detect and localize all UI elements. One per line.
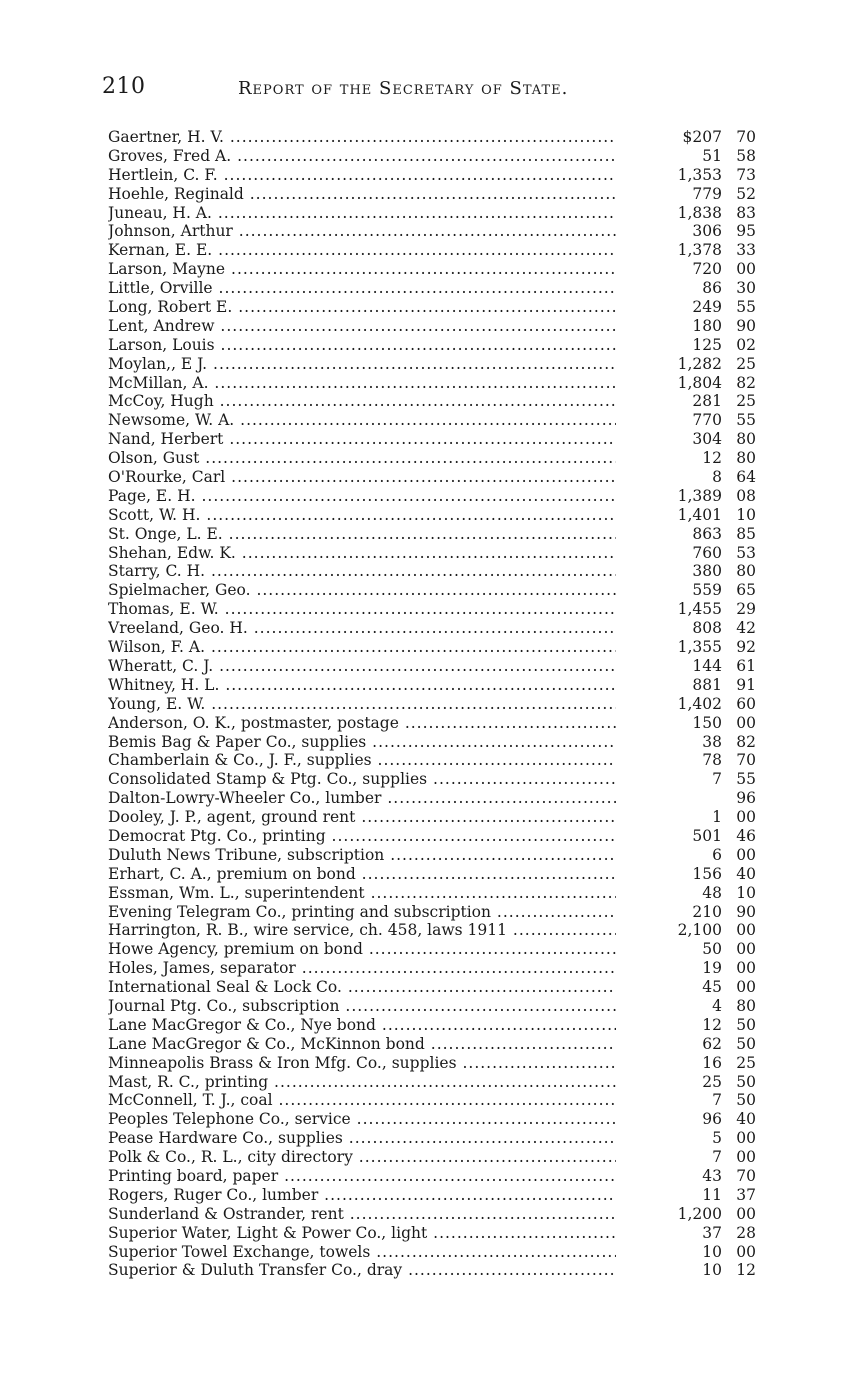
amount-cents: 29	[736, 600, 756, 619]
payee-name: Dalton-Lowry-Wheeler Co., lumber .....	[108, 789, 616, 808]
payee-name: Mast, R. C., printing .....	[108, 1073, 616, 1092]
amount-cents: 25	[736, 354, 756, 373]
amount-dollars: 720	[692, 260, 722, 279]
ledger-row	[108, 1110, 758, 1129]
payee-name: Wilson, F. A. .....	[108, 638, 616, 657]
ledger-row	[108, 695, 758, 714]
ledger-row	[108, 714, 758, 733]
payee-name: Thomas, E. W. .....	[108, 600, 616, 619]
ledger-row	[108, 525, 758, 544]
payee-name: Dooley, J. P., agent, ground rent .....	[108, 808, 616, 827]
ledger-row	[108, 638, 758, 657]
amount-cents: 83	[736, 203, 756, 222]
amount-cents: 40	[736, 1110, 756, 1129]
payee-name: Lent, Andrew .....	[108, 317, 616, 336]
amount-dollars: 38	[702, 732, 722, 751]
payee-name: Wheratt, C. J. .....	[108, 657, 616, 676]
ledger-row	[108, 317, 758, 336]
ledger-row	[108, 392, 758, 411]
ledger-row	[108, 1224, 758, 1243]
amount-dollars: 559	[692, 581, 722, 600]
ledger-row	[108, 1129, 758, 1148]
ledger-row	[108, 374, 758, 393]
payee-name: Long, Robert E. .....	[108, 298, 616, 317]
payee-name: McMillan, A. .....	[108, 374, 616, 393]
ledger-row	[108, 147, 758, 166]
ledger-row	[108, 751, 758, 770]
amount-dollars: 37	[702, 1223, 722, 1242]
payee-name: Holes, James, separator .....	[108, 959, 616, 978]
ledger-row	[108, 241, 758, 260]
payee-name: Consolidated Stamp & Ptg. Co., supplies .....	[108, 770, 616, 789]
amount-dollars: 770	[692, 411, 722, 430]
ledger-row	[108, 1016, 758, 1035]
payee-name: International Seal & Lock Co. .....	[108, 978, 616, 997]
ledger-row	[108, 827, 758, 846]
payee-name: Harrington, R. B., wire service, ch. 458, laws 1911 .....	[108, 921, 616, 940]
amount-cents: 73	[736, 165, 756, 184]
amount-dollars: 863	[692, 524, 722, 543]
payee-name: Little, Orville .....	[108, 279, 616, 298]
amount-cents: 55	[736, 770, 756, 789]
amount-dollars: 45	[702, 978, 722, 997]
amount-cents: 25	[736, 1053, 756, 1072]
amount-cents: 92	[736, 638, 756, 657]
ledger-row	[108, 468, 758, 487]
ledger-row	[108, 770, 758, 789]
ledger-row	[108, 411, 758, 430]
ledger-row	[108, 279, 758, 298]
amount-dollars: 281	[692, 392, 722, 411]
amount-dollars: 43	[702, 1166, 722, 1185]
payee-name: Page, E. H. .....	[108, 487, 616, 506]
amount-dollars: 306	[692, 222, 722, 241]
amount-dollars: 10	[702, 1261, 722, 1280]
amount-cents: 82	[736, 373, 756, 392]
ledger-row	[108, 430, 758, 449]
amount-dollars: 1,282	[677, 354, 722, 373]
ledger-row	[108, 260, 758, 279]
ledger-row	[108, 1073, 758, 1092]
payee-name: O'Rourke, Carl .....	[108, 468, 616, 487]
amount-dollars: 12	[702, 449, 722, 468]
amount-cents: 82	[736, 732, 756, 751]
ledger-row	[108, 562, 758, 581]
amount-dollars: 16	[702, 1053, 722, 1072]
payee-name: Larson, Mayne .....	[108, 260, 616, 279]
ledger-row	[108, 128, 758, 147]
amount-cents: 70	[736, 128, 756, 146]
payee-name: Evening Telegram Co., printing and subscription .....	[108, 903, 616, 922]
amount-dollars: 10	[702, 1242, 722, 1261]
payee-name: McCoy, Hugh .....	[108, 392, 616, 411]
amount-dollars: 2,100	[677, 921, 722, 940]
amount-dollars: 7	[712, 1091, 722, 1110]
amount-cents: 00	[736, 845, 756, 864]
ledger-row	[108, 884, 758, 903]
payee-name: Bemis Bag & Paper Co., supplies .....	[108, 733, 616, 752]
payee-name: Journal Ptg. Co., subscription .....	[108, 997, 616, 1016]
ledger-row	[108, 581, 758, 600]
amount-dollars: 881	[692, 675, 722, 694]
amount-cents: 00	[736, 260, 756, 279]
amount-cents: 33	[736, 241, 756, 260]
payee-name: Superior & Duluth Transfer Co., dray .....	[108, 1261, 616, 1280]
amount-cents: 95	[736, 222, 756, 241]
payee-name: Chamberlain & Co., J. F., supplies .....	[108, 751, 616, 770]
amount-dollars: 150	[692, 713, 722, 732]
ledger-row	[108, 1148, 758, 1167]
payee-name: Rogers, Ruger Co., lumber .....	[108, 1186, 616, 1205]
amount-cents: 80	[736, 996, 756, 1015]
ledger-row	[108, 222, 758, 241]
amount-cents: 65	[736, 581, 756, 600]
amount-cents: 85	[736, 524, 756, 543]
amount-cents: 02	[736, 335, 756, 354]
payee-name: Hoehle, Reginald .....	[108, 185, 616, 204]
amount-dollars: 1,200	[677, 1204, 722, 1223]
amount-dollars: 210	[692, 902, 722, 921]
amount-cents: 61	[736, 656, 756, 675]
ledger-row	[108, 355, 758, 374]
amount-cents: 25	[736, 392, 756, 411]
ledger-row	[108, 619, 758, 638]
payee-name: Essman, Wm. L., superintendent .....	[108, 884, 616, 903]
payee-name: Scott, W. H. .....	[108, 506, 616, 525]
amount-cents: 00	[736, 1129, 756, 1148]
amount-dollars: 1,389	[677, 486, 722, 505]
amount-dollars: 96	[702, 1110, 722, 1129]
running-head: Report of the Secretary of State.	[238, 78, 569, 99]
amount-dollars: 1,355	[677, 638, 722, 657]
amount-dollars: 19	[702, 959, 722, 978]
amount-cents: 90	[736, 902, 756, 921]
payee-name: Gaertner, H. V. .....	[108, 128, 616, 147]
ledger-row	[108, 676, 758, 695]
ledger-row	[108, 940, 758, 959]
amount-dollars: 1,402	[677, 694, 722, 713]
payee-name: Groves, Fred A. .....	[108, 147, 616, 166]
amount-cents: 50	[736, 1091, 756, 1110]
amount-dollars: 51	[702, 146, 722, 165]
amount-cents: 53	[736, 543, 756, 562]
payee-name: Whitney, H. L. .....	[108, 676, 616, 695]
payee-name: Lane MacGregor & Co., Nye bond .....	[108, 1016, 616, 1035]
amount-dollars: 760	[692, 543, 722, 562]
ledger-row	[108, 978, 758, 997]
amount-dollars: 304	[692, 430, 722, 449]
payee-name: Superior Water, Light & Power Co., light .....	[108, 1224, 616, 1243]
amount-dollars: 156	[692, 864, 722, 883]
amount-cents: 50	[736, 1015, 756, 1034]
payee-name: Printing board, paper .....	[108, 1167, 616, 1186]
ledger-table	[108, 128, 758, 1280]
amount-cents: 60	[736, 694, 756, 713]
amount-dollars: 1,353	[677, 165, 722, 184]
amount-cents: 96	[736, 789, 756, 808]
amount-dollars: 808	[692, 619, 722, 638]
ledger-row	[108, 204, 758, 223]
amount-dollars: 11	[702, 1185, 722, 1204]
amount-dollars: 48	[702, 883, 722, 902]
amount-cents: 00	[736, 921, 756, 940]
amount-dollars: 1,378	[677, 241, 722, 260]
amount-dollars: $207	[682, 128, 722, 146]
amount-dollars: 25	[702, 1072, 722, 1091]
amount-cents: 52	[736, 184, 756, 203]
amount-dollars: 249	[692, 298, 722, 317]
ledger-row	[108, 1167, 758, 1186]
amount-dollars: 6	[712, 845, 722, 864]
ledger-row	[108, 544, 758, 563]
amount-cents: 00	[736, 1148, 756, 1167]
ledger-row	[108, 903, 758, 922]
amount-dollars: 4	[712, 996, 722, 1015]
ledger-row	[108, 487, 758, 506]
ledger-row	[108, 733, 758, 752]
amount-cents: 10	[736, 505, 756, 524]
ledger-row	[108, 997, 758, 1016]
payee-name: Polk & Co., R. L., city directory .....	[108, 1148, 616, 1167]
payee-name: Kernan, E. E. .....	[108, 241, 616, 260]
amount-cents: 90	[736, 316, 756, 335]
amount-dollars: 1,401	[677, 505, 722, 524]
payee-name: Moylan,, E J. .....	[108, 355, 616, 374]
amount-dollars: 50	[702, 940, 722, 959]
ledger-row	[108, 185, 758, 204]
amount-dollars: 1,838	[677, 203, 722, 222]
amount-dollars: 78	[702, 751, 722, 770]
amount-cents: 08	[736, 486, 756, 505]
payee-name: Lane MacGregor & Co., McKinnon bond .....	[108, 1035, 616, 1054]
payee-name: Juneau, H. A. .....	[108, 204, 616, 223]
amount-dollars: 62	[702, 1034, 722, 1053]
ledger-row	[108, 1186, 758, 1205]
payee-name: Young, E. W. .....	[108, 695, 616, 714]
payee-name: Superior Towel Exchange, towels .....	[108, 1243, 616, 1262]
amount-cents: 80	[736, 430, 756, 449]
amount-cents: 50	[736, 1072, 756, 1091]
payee-name: Democrat Ptg. Co., printing .....	[108, 827, 616, 846]
amount-cents: 70	[736, 751, 756, 770]
payee-name: Nand, Herbert .....	[108, 430, 616, 449]
payee-name: St. Onge, L. E. .....	[108, 525, 616, 544]
amount-cents: 55	[736, 411, 756, 430]
payee-name: Erhart, C. A., premium on bond .....	[108, 865, 616, 884]
amount-dollars: 125	[692, 335, 722, 354]
amount-cents: 00	[736, 1242, 756, 1261]
amount-cents: 12	[736, 1261, 756, 1280]
amount-cents: 70	[736, 1166, 756, 1185]
payee-name: Larson, Louis .....	[108, 336, 616, 355]
amount-dollars: 5	[712, 1129, 722, 1148]
amount-cents: 00	[736, 1204, 756, 1223]
amount-cents: 10	[736, 883, 756, 902]
amount-cents: 37	[736, 1185, 756, 1204]
amount-dollars: 380	[692, 562, 722, 581]
ledger-row	[108, 865, 758, 884]
payee-name: Pease Hardware Co., supplies .....	[108, 1129, 616, 1148]
payee-name: Anderson, O. K., postmaster, postage .....	[108, 714, 616, 733]
payee-name: Olson, Gust .....	[108, 449, 616, 468]
amount-dollars: 1,804	[677, 373, 722, 392]
amount-dollars: 7	[712, 770, 722, 789]
payee-name: Hertlein, C. F. .....	[108, 166, 616, 185]
payee-name: Minneapolis Brass & Iron Mfg. Co., supplies .....	[108, 1054, 616, 1073]
amount-cents: 00	[736, 959, 756, 978]
amount-cents: 30	[736, 279, 756, 298]
payee-name: Newsome, W. A. .....	[108, 411, 616, 430]
ledger-row	[108, 449, 758, 468]
ledger-row	[108, 166, 758, 185]
amount-dollars: 180	[692, 316, 722, 335]
payee-name: Starry, C. H. .....	[108, 562, 616, 581]
amount-dollars: 501	[692, 826, 722, 845]
ledger-row	[108, 1243, 758, 1262]
ledger-row	[108, 921, 758, 940]
payee-name: Howe Agency, premium on bond .....	[108, 940, 616, 959]
ledger-row	[108, 846, 758, 865]
amount-cents: 00	[736, 808, 756, 827]
amount-dollars: 144	[692, 656, 722, 675]
amount-cents: 00	[736, 713, 756, 732]
amount-cents: 46	[736, 826, 756, 845]
ledger-row	[108, 1035, 758, 1054]
ledger-row	[108, 657, 758, 676]
amount-cents: 64	[736, 468, 756, 487]
ledger-row	[108, 1091, 758, 1110]
ledger-row	[108, 959, 758, 978]
payee-name: Duluth News Tribune, subscription .....	[108, 846, 616, 865]
ledger-row	[108, 789, 758, 808]
payee-name: McConnell, T. J., coal .....	[108, 1091, 616, 1110]
ledger-row	[108, 336, 758, 355]
amount-cents: 55	[736, 298, 756, 317]
payee-name: Peoples Telephone Co., service .....	[108, 1110, 616, 1129]
payee-name: Shehan, Edw. K. .....	[108, 544, 616, 563]
payee-name: Sunderland & Ostrander, rent .....	[108, 1205, 616, 1224]
ledger-row	[108, 600, 758, 619]
amount-cents: 00	[736, 940, 756, 959]
amount-dollars: 7	[712, 1148, 722, 1167]
ledger-row	[108, 1054, 758, 1073]
page-number: 210	[102, 74, 146, 99]
payee-name: Vreeland, Geo. H. .....	[108, 619, 616, 638]
ledger-row	[108, 1205, 758, 1224]
amount-dollars: 1,455	[677, 600, 722, 619]
amount-cents: 91	[736, 675, 756, 694]
amount-cents: 40	[736, 864, 756, 883]
payee-name: Spielmacher, Geo. .....	[108, 581, 616, 600]
amount-cents: 80	[736, 449, 756, 468]
amount-dollars: 1	[712, 808, 722, 827]
amount-dollars: 8	[712, 468, 722, 487]
ledger-row	[108, 1261, 758, 1280]
amount-cents: 28	[736, 1223, 756, 1242]
amount-dollars: 12	[702, 1015, 722, 1034]
amount-cents: 80	[736, 562, 756, 581]
ledger-row	[108, 298, 758, 317]
amount-dollars: 86	[702, 279, 722, 298]
amount-dollars: 779	[692, 184, 722, 203]
amount-cents: 00	[736, 978, 756, 997]
amount-cents: 58	[736, 146, 756, 165]
amount-cents: 42	[736, 619, 756, 638]
payee-name: Johnson, Arthur .....	[108, 222, 616, 241]
amount-cents: 50	[736, 1034, 756, 1053]
ledger-row	[108, 808, 758, 827]
ledger-row	[108, 506, 758, 525]
